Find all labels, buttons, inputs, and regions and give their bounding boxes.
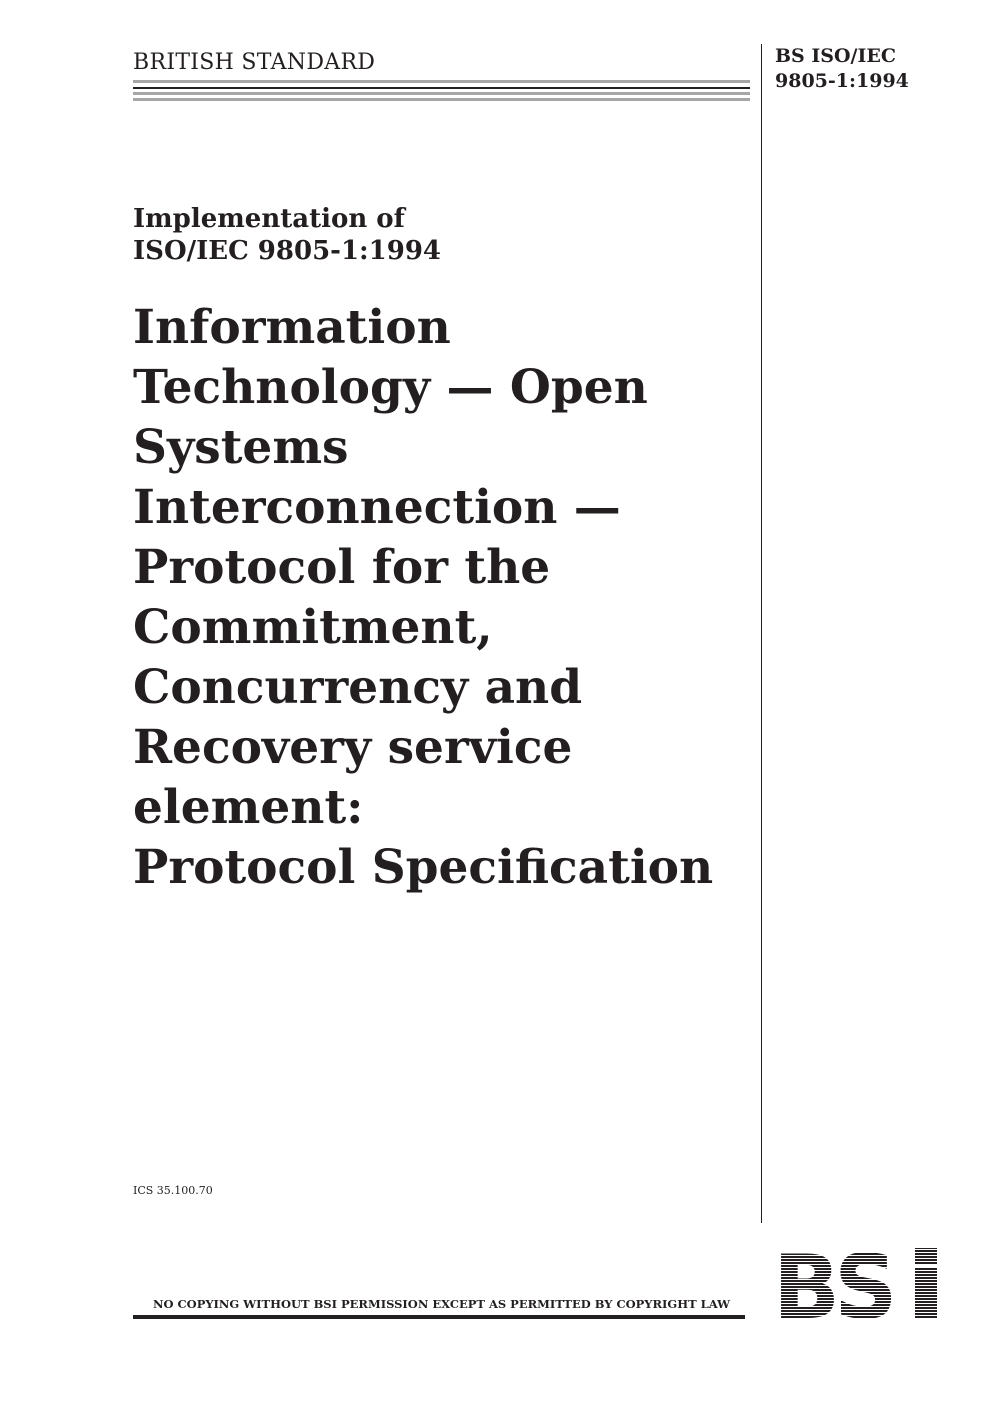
bsi-logo-icon [771, 1244, 945, 1324]
ics-code: ICS 35.100.70 [133, 1184, 213, 1197]
header-rule-gray-1 [133, 80, 750, 83]
standard-number-line-1: BS ISO/IEC [775, 45, 896, 67]
title-line: Commitment, [133, 600, 493, 655]
header-rule-gray-2 [133, 92, 750, 95]
title-line: Interconnection — [133, 480, 621, 535]
title-line: Protocol Specification [133, 840, 714, 895]
title-line: element: [133, 780, 364, 835]
standard-number [775, 44, 909, 94]
title-line: Information [133, 300, 451, 355]
title-line: Concurrency and [133, 660, 583, 715]
copyright-notice: NO COPYING WITHOUT BSI PERMISSION EXCEPT AS PERMITTED BY COPYRIGHT LAW [152, 1297, 731, 1311]
header-rule-gray-3 [133, 98, 750, 101]
document-title [133, 298, 743, 898]
footer-rule [133, 1315, 745, 1319]
title-line: Systems [133, 420, 349, 475]
title-line: Recovery service [133, 720, 573, 775]
implementation-line-1: Implementation of [133, 204, 405, 234]
series-label: BRITISH STANDARD [133, 50, 376, 75]
title-line: Technology — Open [133, 360, 648, 415]
vertical-divider [761, 44, 762, 1223]
title-line: Protocol for the [133, 540, 551, 595]
header-rule-black [133, 87, 750, 89]
implementation-line-2: ISO/IEC 9805-1:1994 [133, 236, 442, 266]
standard-number-line-2: 9805-1:1994 [775, 70, 909, 92]
